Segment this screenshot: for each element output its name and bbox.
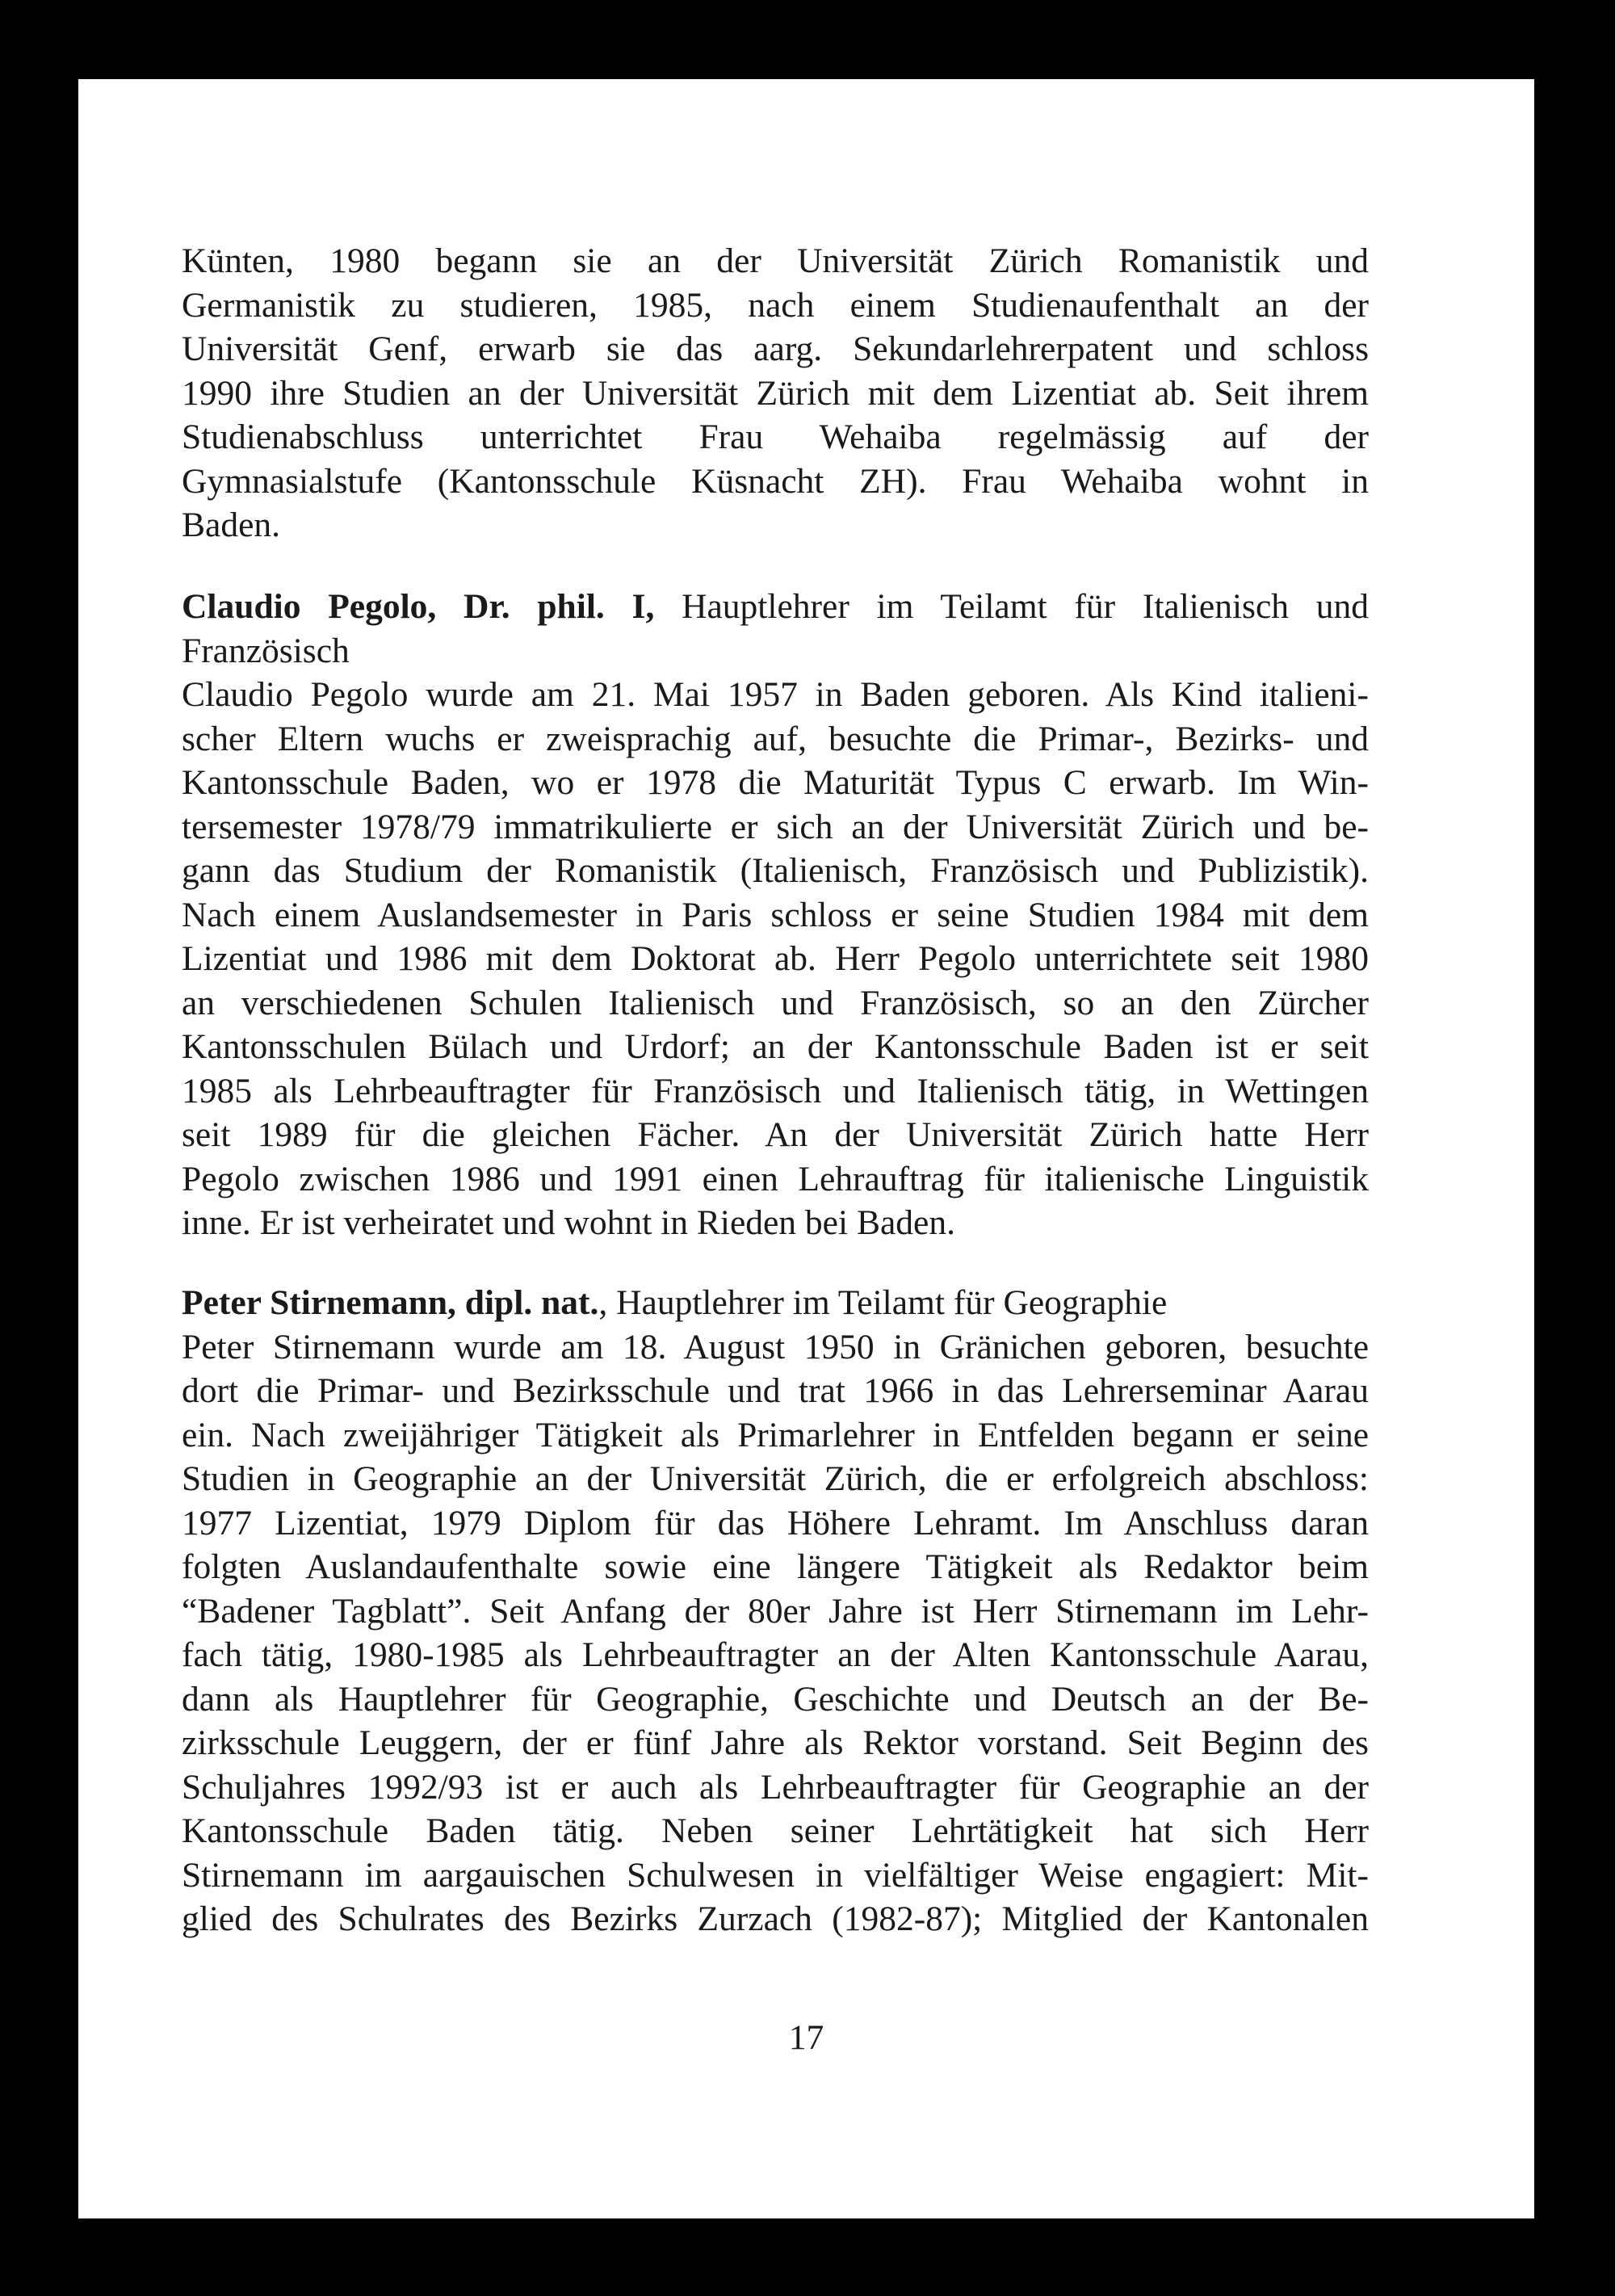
text-line: 1985 als Lehrbeauftragter für Französisch und Italienisch tätig, in Wettingen [182,1071,1369,1110]
paragraph-wehaiba-continued [182,239,1369,548]
text-line: dort die Primar- und Bezirksschule und trat 1966 in das Lehrerseminar Aarau [182,1371,1369,1410]
text-line: folgten Auslandaufenthalte sowie eine längere Tätigkeit als Redaktor beim [182,1547,1369,1586]
text-line: Schuljahres 1992/93 ist er auch als Lehrbeauftragter für Geographie an der [182,1767,1369,1807]
text-line: 1977 Lizentiat, 1979 Diplom für das Höhere Lehramt. Im Anschluss daran [182,1503,1369,1543]
text-line: Stirnemann im aargauischen Schulwesen in vielfältiger Weise engagiert: Mit- [182,1855,1369,1895]
text-line: dann als Hauptlehrer für Geographie, Geschichte und Deutsch an der Be- [182,1679,1369,1719]
section-heading-stirnemann [182,1281,1369,1325]
text-line: an verschiedenen Schulen Italienisch und Französisch, so an den Zürcher [182,983,1369,1022]
text-line: scher Eltern wuchs er zweisprachig auf, besuchte die Primar-, Bezirks- und [182,719,1369,758]
text-line: Pegolo zwischen 1986 und 1991 einen Lehrauftrag für italienische Linguistik [182,1159,1369,1198]
text-line: inne. Er ist verheiratet und wohnt in Rieden bei Baden. [182,1203,955,1242]
text-line: Studienabschluss unterrichtet Frau Wehaiba regelmässig auf der [182,418,1369,456]
text-line: Kantonsschulen Bülach und Urdorf; an der Kantonsschule Baden ist er seit [182,1027,1369,1066]
text-line: Gymnasialstufe (Kantonsschule Küsnacht ZH). Frau Wehaiba wohnt in [182,461,1369,501]
text-line: zirksschule Leuggern, der er fünf Jahre als Rektor vorstand. Seit Beginn des [182,1723,1369,1762]
text-line: glied des Schulrates des Bezirks Zurzach (1982-87); Mitglied der Kantonalen [182,1899,1369,1938]
text-line: Nach einem Auslandsemester in Paris schloss er seine Studien 1984 mit dem [182,895,1369,934]
heading-name: Peter Stirnemann, dipl. nat. [182,1283,599,1322]
text-line: Peter Stirnemann wurde am 18. August 1950 in Gränichen geboren, besuchte [182,1327,1369,1366]
text-line: Claudio Pegolo wurde am 21. Mai 1957 in Baden geboren. Als Kind italieni- [182,675,1369,714]
text-line: ein. Nach zweijähriger Tätigkeit als Primarlehrer in Entfelden begann er seine [182,1415,1369,1454]
text-line: Baden. [182,506,281,544]
text-line: 1990 ihre Studien an der Universität Zürich mit dem Lizentiat ab. Seit ihrem [182,373,1369,413]
heading-role: Hauptlehrer im Teilamt für Italienisch und [654,587,1369,626]
heading-role: , Hauptlehrer im Teilamt für Geographie [598,1283,1168,1322]
paragraph-pegolo [182,585,1369,1245]
text-line: Künten, 1980 begann sie an der Universität Zürich Romanistik und [182,241,1369,280]
heading-name: Claudio Pegolo, Dr. phil. I, [182,587,655,626]
text-line: Germanistik zu studieren, 1985, nach einem Studienaufenthalt an der [182,285,1369,325]
text-line: gann das Studium der Romanistik (Italienisch, Französisch und Publizistik). [182,851,1369,890]
section-heading-pegolo [182,585,1369,629]
text-line: Studien in Geographie an der Universität Zürich, die er erfolgreich abschloss: [182,1459,1369,1498]
text-line: seit 1989 für die gleichen Fächer. An der Universität Zürich hatte Herr [182,1115,1369,1154]
text-line: fach tätig, 1980-1985 als Lehrbeauftragter an der Alten Kantonsschule Aarau, [182,1635,1369,1674]
text-line: Französisch [182,631,350,670]
document-page [78,79,1534,2218]
text-line: Universität Genf, erwarb sie das aarg. Sekundarlehrerpatent und schloss [182,329,1369,368]
text-line: Kantonsschule Baden, wo er 1978 die Maturität Typus C erwarb. Im Win- [182,763,1369,802]
text-line: tersemester 1978/79 immatrikulierte er sich an der Universität Zürich und be- [182,807,1369,846]
page-number: 17 [788,2018,824,2057]
text-line: “Badener Tagblatt”. Seit Anfang der 80er Jahre ist Herr Stirnemann im Lehr- [182,1591,1369,1631]
text-line: Kantonsschule Baden tätig. Neben seiner Lehrtätigkeit hat sich Herr [182,1811,1369,1850]
paragraph-stirnemann [182,1281,1369,1941]
text-line: Lizentiat und 1986 mit dem Doktorat ab. Herr Pegolo unterrichtete seit 1980 [182,939,1369,978]
